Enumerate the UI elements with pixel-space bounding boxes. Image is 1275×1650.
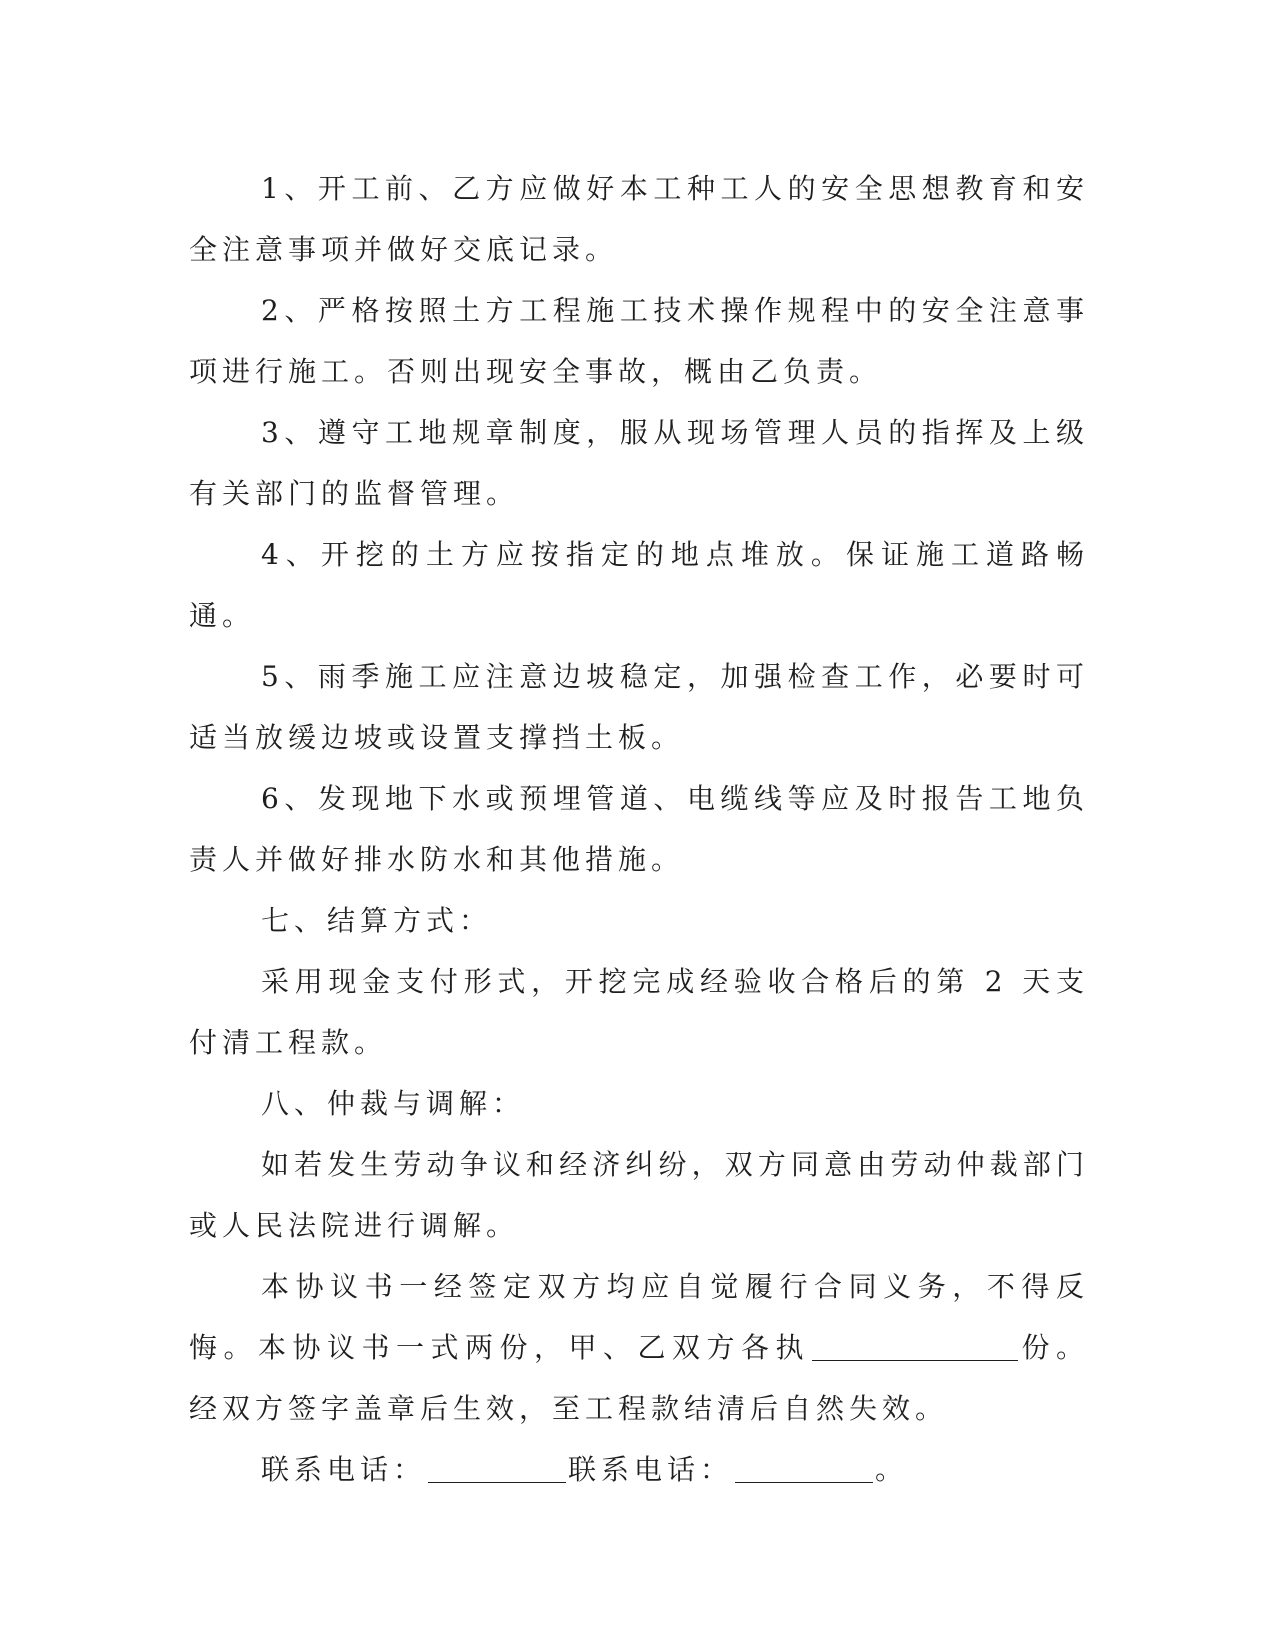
section-7-heading: 七、结算方式： xyxy=(261,904,493,937)
contact-line xyxy=(189,1439,1089,1500)
clause-6: 6、发现地下水或预埋管道、电缆线等应及时报告工地负责人并做好排水防水和其他措施。 xyxy=(189,782,1089,876)
clause-2: 2、严格按照土方工程施工技术操作规程中的安全注意事项进行施工。否则出现安全事故，概由乙负责。 xyxy=(189,294,1089,388)
copies-blank[interactable] xyxy=(812,1324,1018,1361)
section-8-body: 如若发生劳动争议和经济纠纷，双方同意由劳动仲裁部门或人民法院进行调解。 xyxy=(189,1148,1089,1242)
contact-label-2: 联系电话： xyxy=(568,1453,734,1486)
clause-3: 3、遵守工地规章制度，服从现场管理人员的指挥及上级有关部门的监督管理。 xyxy=(189,416,1089,510)
clause-4: 4、开挖的土方应按指定的地点堆放。保证施工道路畅通。 xyxy=(189,538,1089,632)
section-7-body: 采用现金支付形式，开挖完成经验收合格后的第 2 天支付清工程款。 xyxy=(189,965,1089,1059)
agreement-paragraph xyxy=(189,1256,1089,1439)
contact-end-mark: 。 xyxy=(875,1453,909,1486)
clause-5: 5、雨季施工应注意边坡稳定，加强检查工作，必要时可适当放缓边坡或设置支撑挡土板。 xyxy=(189,660,1089,754)
clause-1: 1、开工前、乙方应做好本工种工人的安全思想教育和安全注意事项并做好交底记录。 xyxy=(189,172,1089,266)
contact-label-1: 联系电话： xyxy=(261,1453,427,1486)
phone-blank-1[interactable] xyxy=(428,1446,566,1483)
phone-blank-2[interactable] xyxy=(735,1446,873,1483)
agreement-text-part-2: 份。经双方签字盖章后生效，至工程款结清后自然失效。 xyxy=(189,1331,1089,1425)
section-8-heading: 八、仲裁与调解： xyxy=(261,1087,526,1120)
document-body xyxy=(189,158,1089,1500)
agreement-text-part-1: 本协议书一经签定双方均应自觉履行合同义务，不得反悔。本协议书一式两份，甲、乙双方各执 xyxy=(189,1270,1089,1364)
